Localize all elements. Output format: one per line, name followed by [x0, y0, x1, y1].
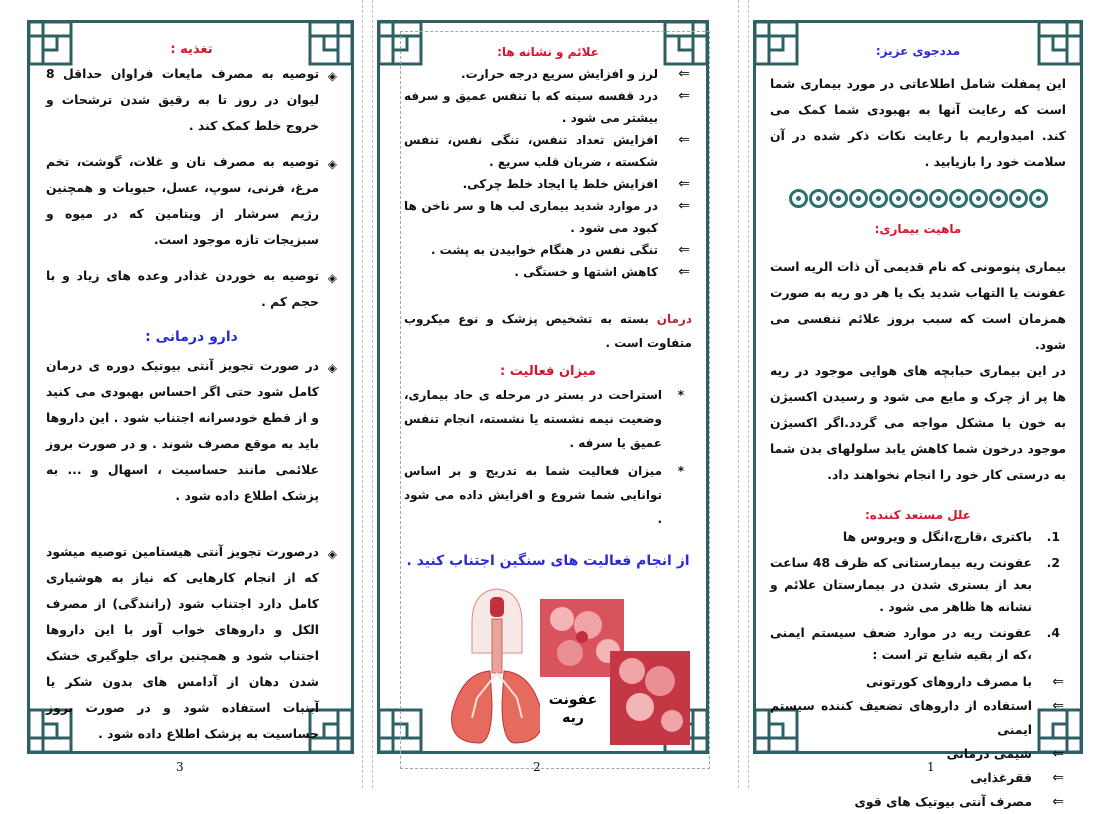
panel3-content [46, 39, 337, 757]
double-arrow-icon: ⇐ [678, 264, 690, 280]
page-number: 2 [533, 760, 541, 774]
cause-item: 4. عفونت ریه در موارد ضعف سیستم ایمنی ،که از بقیه شایع تر است : [770, 625, 1060, 662]
fold-guide-right [738, 0, 739, 788]
sign-item: ⇐ افزایش تعداد تنفس، تنگی نفس، تنفس شکسته ، ضربان قلب سریع . [404, 129, 692, 173]
sign-item: ⇐ درد قفسه سینه که با تنفس عمیق و سرفه بیشتر می شود . [404, 85, 692, 129]
treatment-paragraph [404, 307, 692, 355]
activity-title: میزان فعالیت : [500, 364, 596, 379]
fold-guide-right-2 [748, 0, 749, 788]
diamond-bullet-icon: ◈ [327, 361, 337, 375]
asterisk-bullet-icon: * [677, 464, 684, 478]
double-arrow-icon: ⇐ [1052, 794, 1064, 810]
sub-cause-item: ⇐ استفاده از داروهای تضعیف کننده سیستم ایمنی [770, 694, 1066, 742]
diamond-bullet-icon: ◈ [327, 271, 337, 285]
sign-item: ⇐ لرز و افزایش سریع درجه حرارت. [404, 63, 692, 85]
panel2-content [404, 41, 692, 573]
treatment-text: بسته به تشخیص پزشک و نوع میکروب متفاوت است . [404, 312, 692, 350]
nutrition-item: ◈ توصیه به مصرف نان و غلات، گوشت، تخم مرغ، فرنی، سوپ، عسل، حبوبات و همچنین رژیم سرشار از ویتامین که در میوه و سبزیجات تازه موجود است. [46, 149, 337, 253]
sub-cause-item: ⇐ مصرف آنتی بیوتیک های قوی [770, 790, 1066, 814]
diamond-bullet-icon: ◈ [327, 157, 337, 171]
fold-guide-left [362, 0, 363, 788]
image-caption: عفونت ریه [548, 692, 598, 726]
alveoli-illustration [540, 599, 690, 745]
causes-title: علل مستعد کننده: [865, 508, 971, 522]
lung-illustration [442, 583, 552, 751]
double-arrow-icon: ⇐ [1052, 770, 1064, 786]
double-arrow-icon: ⇐ [678, 132, 690, 148]
activity-item: * استراحت در بستر در مرحله ی حاد بیماری، وضعیت نیمه نشسته یا نشسته، انجام تنفس عمیق یا سرفه . [404, 383, 692, 455]
double-arrow-icon: ⇐ [678, 198, 690, 214]
signs-title: علائم و نشانه ها: [497, 45, 599, 59]
treatment-label: درمان [656, 312, 692, 326]
double-arrow-icon: ⇐ [1052, 698, 1064, 714]
greeting: مددجوی عزیز: [875, 44, 961, 58]
asterisk-bullet-icon: * [677, 388, 684, 402]
page-number: 1 [927, 760, 935, 774]
cause-item: 1. باکتری ،قارچ،انگل و ویروس ها [842, 529, 1060, 544]
diamond-bullet-icon: ◈ [327, 547, 337, 561]
double-arrow-icon: ⇐ [678, 66, 690, 82]
sign-item: ⇐ تنگی نفس در هنگام خوابیدن به پشت . [404, 239, 692, 261]
drug-item: ◈ در صورت تجویز آنتی بیوتیک دوره ی درمان کامل شود حتی اگر احساس بهبودی می کنید و از قطع خودسرانه اجتناب شود . این داروها باید به موقع مصرف شوند . و در صورت بروز علائمی مانند حساسیت ، اسهال و ... به پزشک اطلاع داده شود . [46, 353, 337, 509]
nutrition-item: ◈ توصیه به مصرف مایعات فراوان حداقل 8 لیوان در روز تا به رقیق شدن ترشحات و خروج خلط کمک کند . [46, 61, 337, 139]
double-arrow-icon: ⇐ [678, 88, 690, 104]
nutrition-title: تغذیه : [170, 42, 213, 57]
double-arrow-icon: ⇐ [678, 242, 690, 258]
nutrition-item: ◈ توصیه به خوردن غذادر وعده های زیاد و با حجم کم . [46, 263, 337, 315]
fold-guide-left-2 [372, 0, 373, 788]
intro-paragraph: این پمفلت شامل اطلاعاتی در مورد بیماری شما است که رعایت آنها به بهبودی شما کمک می کند. امیدواریم با رعایت نکات ذکر شده در آن سلامت خود را بازیابید . [770, 76, 1066, 169]
drug-title: دارو درمانی : [145, 329, 238, 345]
warning-text: از انجام فعالیت های سنگین اجتناب کنید . [406, 553, 690, 569]
double-arrow-icon: ⇐ [1052, 674, 1064, 690]
double-arrow-icon: ⇐ [678, 176, 690, 192]
panel1-content [770, 39, 1066, 814]
sign-item: ⇐ کاهش اشتها و خستگی . [404, 261, 692, 283]
panel-nutrition-drugs [27, 20, 354, 754]
activity-item: * میزان فعالیت شما به تدریج و بر اساس توانایی شما شروع و افزایش داده می شود . [404, 459, 692, 531]
nature-paragraph-2: در این بیماری حبابچه های هوایی موجود در ریه ها پر از چرک و مایع می شود و رسیدن اکسیژن به خون با مشکل مواجه می گردد.اگر اکسیژن موجود درخون شما کاهش یابد سلولهای بدن شما به درستی کار خود را انجام نخواهند داد. [770, 363, 1066, 482]
swirl-ornament-icon [770, 189, 1066, 208]
diamond-bullet-icon: ◈ [327, 69, 337, 83]
sub-cause-item: ⇐ شیمی درمانی [770, 742, 1066, 766]
page-number: 3 [176, 760, 184, 774]
double-arrow-icon: ⇐ [1052, 746, 1064, 762]
sub-cause-item: ⇐ با مصرف داروهای کورتونی [770, 670, 1066, 694]
nature-title: ماهیت بیماری: [874, 222, 962, 236]
panel-signs-activity [377, 20, 709, 754]
sign-item: ⇐ افزایش خلط یا ایجاد خلط چرکی. [404, 173, 692, 195]
cause-item: 2. عفونت ریه بیمارستانی که ظرف 48 ساعت بعد از بستری شدن در بیمارستان علائم و نشانه ها ظاهر می شود . [770, 555, 1060, 614]
panel-intro-causes [753, 20, 1083, 810]
sub-cause-item: ⇐ فقرغذایی [770, 766, 1066, 790]
nature-paragraph-1: بیماری پنومونی که نام قدیمی آن ذات الریه است عفونت یا التهاب شدید یک یا هر دو ریه به صورت همزمان است که سبب بروز علائم تنفسی می شود. [770, 259, 1066, 352]
sign-item: ⇐ در موارد شدید بیماری لب ها و سر ناخن ها کبود می شود . [404, 195, 692, 239]
drug-item: ◈ درصورت تجویز آنتی هیستامین توصیه میشود که از انجام کارهایی که نیاز به هوشیاری کامل دارد اجتناب شود (رانندگی) از مصرف الکل و داروهای خواب آور با این داروها اجتناب شود و همچنین برای جلوگیری خشک شدن دهان از آدامس های بدون شکر یا آبنبات استفاده شود و در صورت بروز حساسیت به پزشک اطلاع داده شود . [46, 539, 337, 747]
